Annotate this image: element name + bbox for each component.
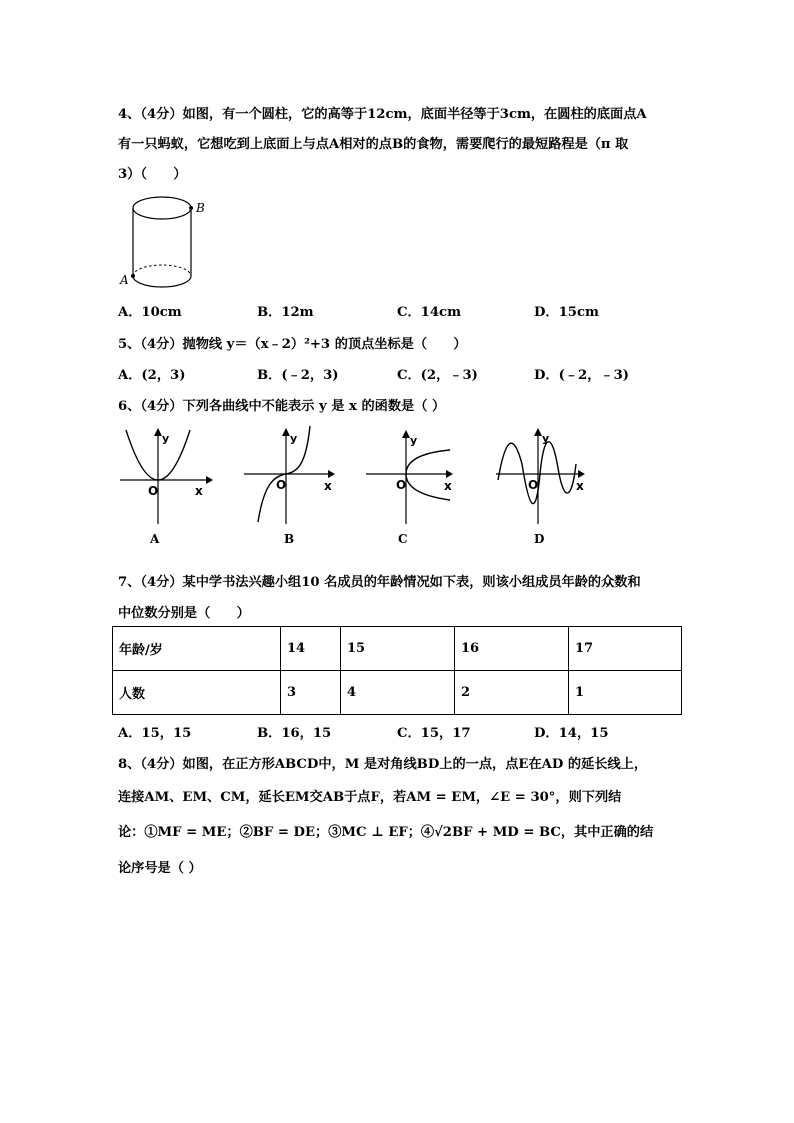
table-cell: 16 — [455, 627, 569, 671]
table-row — [113, 627, 682, 671]
q8-line-4: 论序号是（ ） — [118, 861, 202, 876]
q4-line-1: 4、（4分）如图，有一个圆柱，它的高等于12cm，底面半径等于3cm，在圆柱的底面点A — [118, 107, 647, 122]
q8-line-2: 连接AM、EM、CM，延长EM交AB于点F，若AM = EM，∠E = 30°，则下列结 — [118, 790, 622, 805]
table-cell: 年龄/岁 — [113, 627, 281, 671]
q5-option-c: C．(2，﹣3) — [397, 368, 478, 383]
point-b-dot — [189, 206, 193, 210]
table-cell: 3 — [281, 671, 341, 715]
q4-option-d: D．15cm — [534, 305, 599, 320]
graph-c-x-label: x — [444, 479, 452, 493]
graph-c-y-label: y — [410, 434, 418, 447]
graph-a — [116, 424, 216, 554]
cylinder-figure — [112, 190, 222, 290]
q5-option-b: B．(﹣2，3) — [257, 368, 339, 383]
q5-option-d: D．(﹣2，﹣3) — [534, 368, 630, 383]
q5-line-1: 5、（4分）抛物线 y＝（x﹣2）²+3 的顶点坐标是（ ） — [118, 337, 467, 352]
q5-option-a: A．(2，3) — [118, 368, 186, 383]
q4-line-3: 3）（ ） — [118, 167, 187, 182]
q4-line-2: 有一只蚂蚁，它想吃到上底面上与点A相对的点B的食物，需要爬行的最短路程是（π 取 — [118, 137, 629, 152]
table-cell: 2 — [455, 671, 569, 715]
graph-d-letter: D — [534, 532, 545, 546]
table-row — [113, 671, 682, 715]
q7-option-d: D．14，15 — [534, 726, 609, 741]
q7-option-c: C．15，17 — [397, 726, 471, 741]
q4-option-b: B．12m — [257, 305, 314, 320]
point-b-label: B — [196, 201, 205, 215]
q7-line-2: 中位数分别是（ ） — [118, 606, 250, 621]
point-a-label: A — [120, 273, 129, 287]
graph-b-x-label: x — [324, 479, 332, 493]
graph-d — [492, 424, 592, 554]
age-table — [112, 626, 682, 715]
graph-c-origin: O — [396, 478, 407, 492]
q7-option-b: B．16，15 — [257, 726, 332, 741]
graph-d-origin: O — [528, 478, 539, 492]
point-a-dot — [131, 274, 135, 278]
q6-line-1: 6、（4分）下列各曲线中不能表示 y 是 x 的函数是（ ） — [118, 399, 446, 414]
table-cell: 4 — [341, 671, 455, 715]
graph-d-y-label: y — [542, 432, 550, 445]
q8-line-3: 论：①MF = ME；②BF = DE；③MC ⊥ EF；④√2BF + MD = BC，其中正确的结 — [118, 825, 654, 840]
graph-a-origin: O — [148, 484, 159, 498]
table-cell: 14 — [281, 627, 341, 671]
graph-a-letter: A — [150, 532, 160, 546]
graph-a-x-label: x — [195, 484, 203, 498]
graph-c — [362, 424, 462, 554]
graph-b-letter: B — [284, 532, 295, 546]
q4-option-a: A．10cm — [118, 305, 182, 320]
graph-a-y-label: y — [162, 432, 170, 445]
table-cell: 人数 — [113, 671, 281, 715]
q4-option-c: C．14cm — [397, 305, 462, 320]
table-cell: 17 — [569, 627, 682, 671]
graph-c-letter: C — [398, 532, 408, 546]
table-cell: 1 — [569, 671, 682, 715]
graph-b — [240, 424, 340, 554]
graph-b-y-label: y — [290, 432, 298, 445]
q7-option-a: A．15，15 — [118, 726, 192, 741]
table-cell: 15 — [341, 627, 455, 671]
q7-line-1: 7、（4分）某中学书法兴趣小组10 名成员的年龄情况如下表，则该小组成员年龄的众数和 — [118, 575, 641, 590]
graph-d-x-label: x — [576, 479, 584, 493]
graph-b-origin: O — [276, 478, 287, 492]
q8-line-1: 8、（4分）如图，在正方形ABCD中，M 是对角线BD上的一点，点E在AD 的延长线上， — [118, 757, 648, 772]
